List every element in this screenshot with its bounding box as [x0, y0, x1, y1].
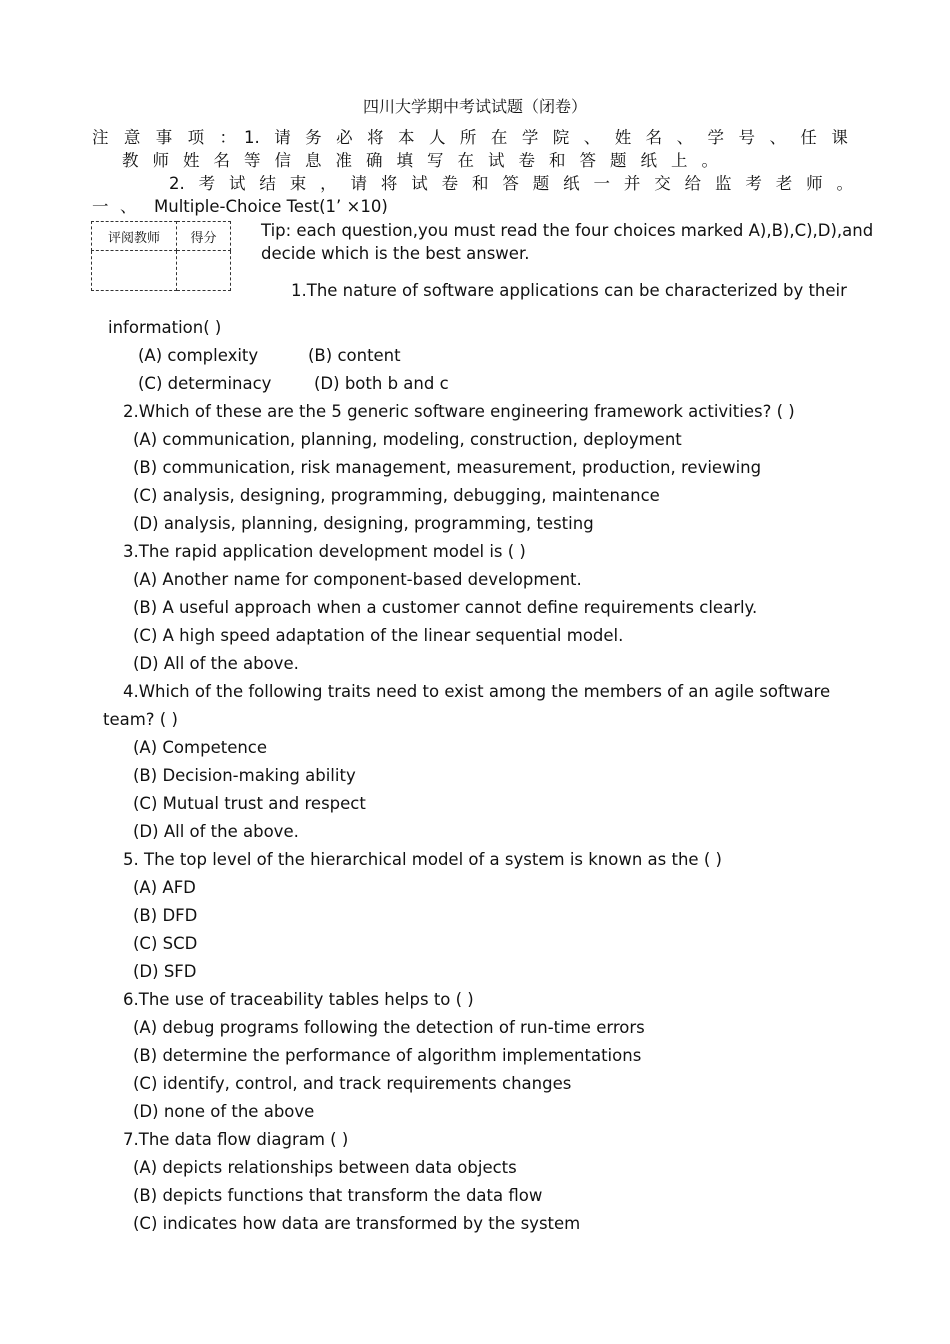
notice-item-2: 2. 考 试 结 束 ， 请 将 试 卷 和 答 题 纸 一 并 交 给 监 考 老 师 。 [169, 174, 853, 193]
q5-option-b: (B) DFD [133, 906, 198, 925]
q5-option-d: (D) SFD [133, 962, 197, 981]
q7-stem: 7.The data flow diagram ( ) [123, 1130, 349, 1149]
q6-option-a: (A) debug programs following the detection of run-time errors [133, 1018, 645, 1037]
q5-option-c: (C) SCD [133, 934, 198, 953]
q1-option-d: (D) both b and c [314, 374, 449, 393]
q6-stem: 6.The use of traceability tables helps to ( ) [123, 990, 474, 1009]
q3-option-a: (A) Another name for component-based development. [133, 570, 582, 589]
q4-stem-line-1: 4.Which of the following traits need to exist among the members of an agile software [123, 682, 831, 701]
q4-option-a: (A) Competence [133, 738, 268, 757]
q5-option-a: (A) AFD [133, 878, 196, 897]
reviewer-cell[interactable] [92, 251, 177, 291]
notice-label: 注 意 事 项 ： [92, 128, 236, 147]
q7-option-b: (B) depicts functions that transform the data flow [133, 1186, 543, 1205]
q6-option-c: (C) identify, control, and track requirements changes [133, 1074, 572, 1093]
q1-option-b: (B) content [308, 346, 401, 365]
q3-stem: 3.The rapid application development model is ( ) [123, 542, 526, 561]
q2-option-a: (A) communication, planning, modeling, construction, deployment [133, 430, 682, 449]
score-cell[interactable] [177, 251, 231, 291]
notice-item-1-line-2: 教 师 姓 名 等 信 息 准 确 填 写 在 试 卷 和 答 题 纸 上 。 [122, 151, 718, 170]
section-title: Multiple-Choice Test(1’ ×10) [154, 197, 388, 216]
tip-line-2: decide which is the best answer. [261, 244, 530, 263]
q3-option-d: (D) All of the above. [133, 654, 299, 673]
q3-option-b: (B) A useful approach when a customer cannot define requirements clearly. [133, 598, 758, 617]
q4-option-b: (B) Decision-making ability [133, 766, 356, 785]
score-table [91, 221, 231, 291]
q1-stem-line-2: information( ) [108, 318, 222, 337]
q1-stem-line-1: 1.The nature of software applications can be characterized by their [291, 281, 847, 300]
q6-option-d: (D) none of the above [133, 1102, 315, 1121]
q7-option-c: (C) indicates how data are transformed by the system [133, 1214, 581, 1233]
q4-option-d: (D) All of the above. [133, 822, 299, 841]
q4-stem-line-2: team? ( ) [103, 710, 178, 729]
reviewer-header: 评阅教师 [92, 222, 177, 251]
tip-line-1: Tip: each question,you must read the four choices marked A),B),C),D),and [261, 221, 874, 240]
section-number: 一 [92, 197, 109, 216]
q7-option-a: (A) depicts relationships between data objects [133, 1158, 517, 1177]
q2-option-b: (B) communication, risk management, measurement, production, reviewing [133, 458, 762, 477]
q2-stem: 2.Which of these are the 5 generic software engineering framework activities? ( ) [123, 402, 795, 421]
q1-option-c: (C) determinacy [138, 374, 272, 393]
q2-option-d: (D) analysis, planning, designing, programming, testing [133, 514, 594, 533]
q1-option-a: (A) complexity [138, 346, 259, 365]
q6-option-b: (B) determine the performance of algorithm implementations [133, 1046, 642, 1065]
q4-option-c: (C) Mutual trust and respect [133, 794, 366, 813]
q5-stem: 5. The top level of the hierarchical model of a system is known as the ( ) [123, 850, 722, 869]
exam-title: 四川大学期中考试试题（闭卷） [362, 97, 587, 116]
q2-option-c: (C) analysis, designing, programming, debugging, maintenance [133, 486, 660, 505]
section-separator: 、 [120, 197, 137, 216]
notice-item-1-line-1: 1. 请 务 必 将 本 人 所 在 学 院 、 姓 名 、 学 号 、 任 课 [244, 128, 848, 147]
score-header: 得分 [177, 222, 231, 251]
q3-option-c: (C) A high speed adaptation of the linear sequential model. [133, 626, 624, 645]
